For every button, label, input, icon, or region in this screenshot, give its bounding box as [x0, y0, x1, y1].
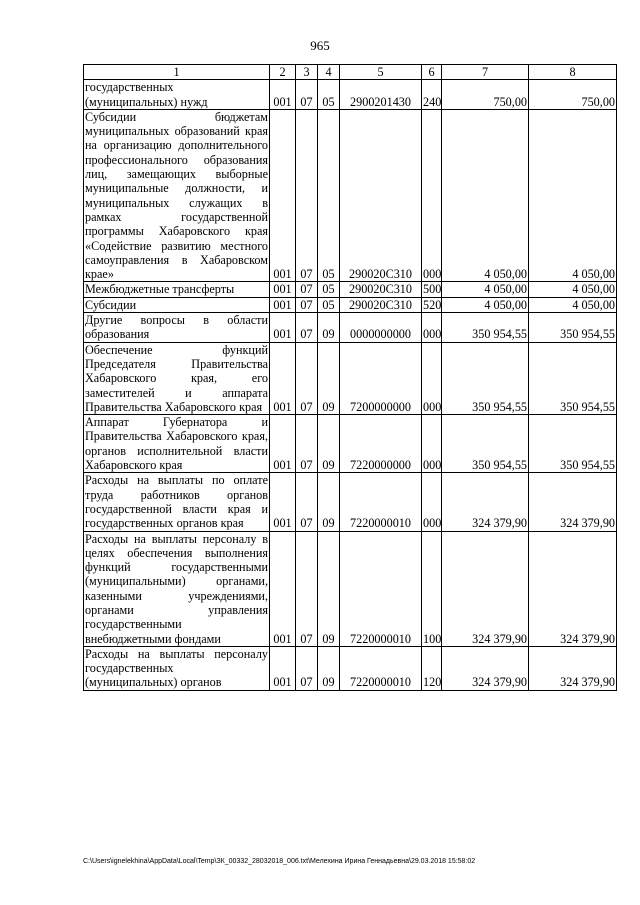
- section-cell: 07: [296, 109, 318, 282]
- table-row: [84, 415, 617, 473]
- header-row: [84, 65, 617, 80]
- amount-cell: 750,00: [442, 80, 529, 110]
- admin-code-cell: 001: [270, 313, 296, 343]
- section-cell: 07: [296, 473, 318, 531]
- target-article-cell: 7220000000: [340, 415, 422, 473]
- section-cell: 07: [296, 80, 318, 110]
- admin-code-cell: 001: [270, 415, 296, 473]
- table-row: [84, 342, 617, 414]
- subsection-cell: 09: [318, 415, 340, 473]
- target-article-cell: 2900201430: [340, 80, 422, 110]
- target-article-cell: 7220000010: [340, 473, 422, 531]
- column-header: 5: [340, 65, 422, 80]
- amount-cell: 350 954,55: [529, 342, 617, 414]
- subsection-cell: 09: [318, 342, 340, 414]
- admin-code-cell: 001: [270, 473, 296, 531]
- subsection-cell: 09: [318, 531, 340, 646]
- admin-code-cell: 001: [270, 646, 296, 690]
- table-row: [84, 473, 617, 531]
- target-article-cell: 7220000010: [340, 646, 422, 690]
- amount-cell: 4 050,00: [442, 297, 529, 312]
- column-header: 6: [422, 65, 442, 80]
- expense-type-cell: 000: [422, 415, 442, 473]
- row-name-cell: Другие вопросы в области образования: [85, 313, 268, 342]
- subsection-cell: 05: [318, 80, 340, 110]
- expense-type-cell: 120: [422, 646, 442, 690]
- amount-cell: 324 379,90: [529, 531, 617, 646]
- row-name-cell: Субсидии: [84, 297, 270, 312]
- expense-type-cell: 240: [422, 80, 442, 110]
- budget-table: [83, 64, 617, 691]
- table-row: [84, 531, 617, 646]
- table-row: [84, 282, 617, 297]
- target-article-cell: 0000000000: [340, 313, 422, 343]
- column-header: 1: [84, 65, 270, 80]
- target-article-cell: 7200000000: [340, 342, 422, 414]
- admin-code-cell: 001: [270, 109, 296, 282]
- table-row: [84, 646, 617, 690]
- expense-type-cell: 000: [422, 109, 442, 282]
- expense-type-cell: 100: [422, 531, 442, 646]
- row-name-cell: Расходы на выплаты персоналу государственных (муниципальных) органов: [85, 646, 268, 690]
- table-row: [84, 297, 617, 312]
- row-name-cell: государственных (муниципальных) нужд: [84, 80, 270, 110]
- table-row: [84, 80, 617, 110]
- admin-code-cell: 001: [270, 297, 296, 312]
- column-header: 3: [296, 65, 318, 80]
- file-path-footer: C:\Users\ignelekhina\AppData\Local\Temp\ЗК_00332_28032018_006.txt\Мелехина Ирина Геннадьевна\29.03.2018 15:58:02: [83, 858, 476, 865]
- expense-type-cell: 500: [423, 282, 442, 297]
- table-row: [84, 109, 617, 282]
- row-name-cell: Субсидии бюджетам муниципальных образований края на организацию дополнительного профессионального образования лиц, замещающих выборные муниципальные должности, и муниципальных служащих в рамках государственной программы Хабаровского края «Содействие развитию местного самоуправления в Хабаровском крае»: [85, 109, 268, 282]
- row-name-cell: Межбюджетные трансферты: [84, 282, 270, 297]
- row-name-cell: Аппарат Губернатора и Правительства Хабаровского края, органов исполнительной власти Хабаровского края: [85, 415, 268, 473]
- amount-cell: 350 954,55: [529, 313, 617, 343]
- target-article-cell: 290020C310: [340, 297, 422, 312]
- amount-cell: 350 954,55: [442, 342, 529, 414]
- amount-cell: 324 379,90: [442, 646, 529, 690]
- section-cell: 07: [296, 531, 318, 646]
- column-header: 7: [442, 65, 529, 80]
- expense-type-cell: 000: [422, 473, 442, 531]
- subsection-cell: 09: [318, 313, 340, 343]
- amount-cell: 4 050,00: [529, 282, 617, 297]
- section-cell: 07: [296, 297, 318, 312]
- page-number: 965: [310, 38, 330, 53]
- amount-cell: 350 954,55: [442, 415, 529, 473]
- column-header: 8: [529, 65, 617, 80]
- amount-cell: 324 379,90: [442, 473, 529, 531]
- section-cell: 07: [296, 415, 318, 473]
- expense-type-cell: 520: [423, 297, 442, 312]
- column-header: 4: [318, 65, 340, 80]
- amount-cell: 750,00: [529, 80, 617, 110]
- expense-type-cell: 000: [422, 313, 442, 343]
- section-cell: 07: [296, 646, 318, 690]
- amount-cell: 324 379,90: [529, 646, 617, 690]
- row-name-cell: Расходы на выплаты по оплате труда работников органов государственной власти края и государственных органов края: [85, 473, 268, 531]
- subsection-cell: 09: [318, 473, 340, 531]
- table-row: [84, 313, 617, 343]
- admin-code-cell: 001: [270, 282, 296, 297]
- target-article-cell: 290020C310: [340, 282, 422, 297]
- section-cell: 07: [296, 282, 318, 297]
- admin-code-cell: 001: [270, 531, 296, 646]
- amount-cell: 350 954,55: [529, 415, 617, 473]
- amount-cell: 324 379,90: [529, 473, 617, 531]
- section-cell: 07: [296, 342, 318, 414]
- subsection-cell: 05: [318, 297, 340, 312]
- admin-code-cell: 001: [270, 80, 296, 110]
- column-header: 2: [270, 65, 296, 80]
- target-article-cell: 290020C310: [340, 109, 422, 282]
- section-cell: 07: [296, 313, 318, 343]
- amount-cell: 4 050,00: [529, 109, 617, 282]
- subsection-cell: 09: [318, 646, 340, 690]
- row-name-cell: Обеспечение функций Председателя Правительства Хабаровского края, его заместителей и аппарата Правительства Хабаровского края: [85, 342, 268, 414]
- admin-code-cell: 001: [270, 342, 296, 414]
- amount-cell: 4 050,00: [529, 297, 617, 312]
- target-article-cell: 7220000010: [340, 531, 422, 646]
- subsection-cell: 05: [318, 109, 340, 282]
- amount-cell: 324 379,90: [442, 531, 529, 646]
- amount-cell: 350 954,55: [442, 313, 529, 343]
- subsection-cell: 05: [318, 282, 340, 297]
- amount-cell: 4 050,00: [442, 282, 529, 297]
- row-name-cell: Расходы на выплаты персоналу в целях обеспечения выполнения функций государственными (муниципальными) органами, казенными учреждениями, органами управления государственными внебюджетными фондами: [85, 531, 268, 646]
- amount-cell: 4 050,00: [442, 109, 529, 282]
- expense-type-cell: 000: [422, 342, 442, 414]
